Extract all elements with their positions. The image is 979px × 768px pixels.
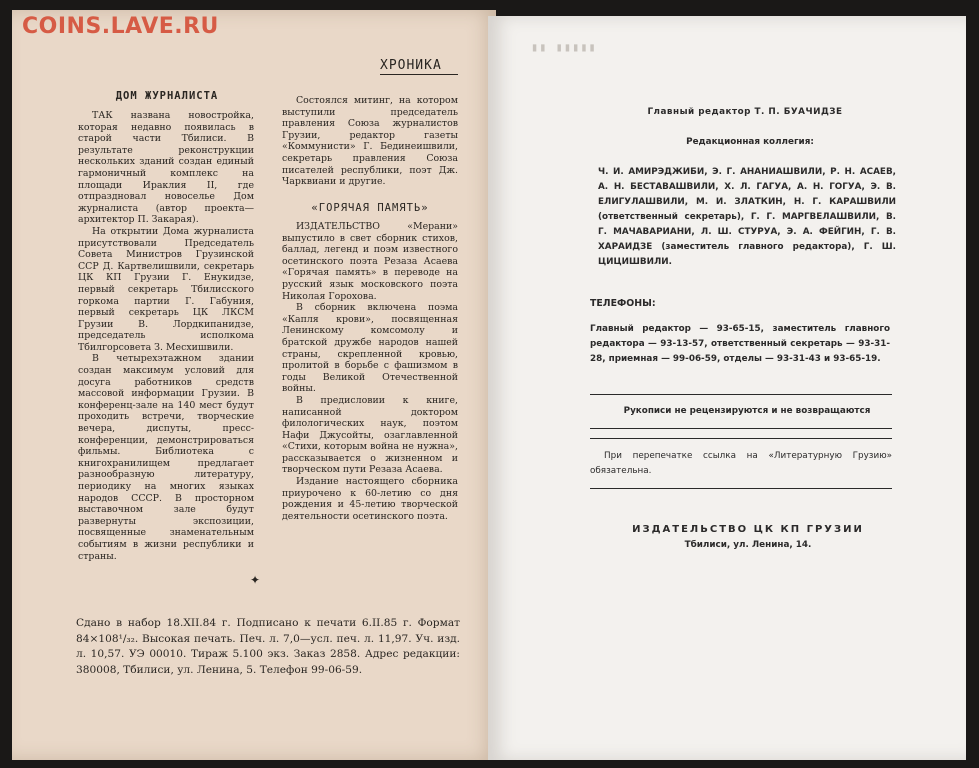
article-column-1 (78, 110, 254, 562)
reprint-note: При перепечатке ссылка на «Литературную Грузию» обязательна. (590, 451, 892, 476)
article-heading-goryach: «ГОРЯЧАЯ ПАМЯТЬ» (311, 202, 429, 214)
imprint: Сдано в набор 18.XII.84 г. Подписано к печати 6.II.85 г. Формат 84×108¹/₃₂. Высокая печать. Печ. л. 7,0—усл. печ. л. 11,97. Уч. изд. л. 10,57. УЭ 00010. Тираж 5.100 экз. Заказ 2858. Адрес редакции: 380008, Тбилиси, ул. Ленина, 5. Телефон 99-06-59. (76, 617, 460, 676)
divider (590, 428, 892, 429)
paragraph: ТАК названа новостройка, которая недавно появилась в старой части Тбилиси. В результате реконструкции нескольких зданий создан единый гармоничный комплекс на площади Ираклия II, где отпраздновал новоселье Дом журналиста (автор проекта— архитектор П. Закарая). (78, 110, 254, 226)
manuscripts-note: Рукописи не рецензируются и не возвращаются (623, 406, 871, 416)
section-label: ХРОНИКА (380, 58, 458, 75)
paragraph: На открытии Дома журналиста присутствовали Председатель Совета Министров Грузинской ССР Д. Картвелишвили, секретарь ЦК КП Грузии Г. Енукидзе, первый секретарь Тбилисского горкома партии Г. Габуния, первый секретарь ЦК ЛКСМ Грузии В. Лордкипанидзе, председатель исполкома Тбилгорсовета З. Месхишвили. (78, 225, 254, 353)
article-column-goryach (282, 221, 458, 522)
paragraph: В предисловии к книге, написанной доктором филологических наук, поэтом Нафи Джусойты, озаглавленной «Стихи, которым война не нужна», рассказывается о жизненном и творческом пути Резаза Асаева. (282, 394, 458, 476)
paragraph: ИЗДАТЕЛЬСТВО «Мерани» выпустило в свет сборник стихов, баллад, легенд и поэм известного осетинского поэта Резаза Асаева «Горячая память» в переводе на русский язык московского поэта Николая Горохова. (282, 221, 458, 302)
paragraph: Издание настоящего сборника приурочено к 60-летию со дня рождения и 45-летию творческой деятельности осетинского поэта. (282, 476, 458, 522)
paragraph: Состоялся митинг, на котором выступили председатель правления Союза журналистов Грузии, редактор газеты «Коммунисти» Г. Бединеишвили, секретарь правления Союза писателей республики, поэт Дж. Чарквиани и другие. (282, 95, 458, 188)
board-members: Ч. И. АМИРЭДЖИБИ, Э. Г. АНАНИАШВИЛИ, Р. Н. АСАЕВ, А. Н. БЕСТАВАШВИЛИ, Х. Л. ГАГУА, А. Н. ГОГУА, Э. В. ЕЛИГУЛАШВИЛИ, М. И. ЗЛАТКИН, Н. Г. КАРАШВИЛИ (ответственный секретарь), Г. Г. МАРГВЕЛАШВИЛИ, В. Г. МАЧАВАРИАНИ, Л. Ш. СТУРУА, Э. А. ФЕЙГИН, Г. В. ХАРАИДЗЕ (заместитель главного редактора), Г. Ш. ЦИЦИШВИЛИ. (598, 167, 896, 267)
board-label: Редакционная коллегия: (686, 137, 814, 147)
phones-heading: ТЕЛЕФОНЫ: (590, 298, 656, 309)
right-page (488, 16, 966, 760)
publisher-address: Тбилиси, ул. Ленина, 14. (684, 540, 812, 550)
editor-in-chief: Главный редактор Т. П. БУАЧИДЗЕ (647, 107, 843, 117)
paragraph: В сборник включена поэма «Капля крови», посвященная Ленинскому комсомолу и братской дружбе народов нашей страны, скрепленной кровью, пролитой в борьбе с фашизмом в годы Великой Отечественной войны. (282, 302, 458, 395)
ornament-icon: ✦ (250, 573, 261, 587)
divider (590, 488, 892, 489)
divider (590, 394, 892, 395)
phones-list: Главный редактор — 93-65-15, заместитель главного редактора — 93-13-57, ответственный секретарь — 93-31-28, приемная — 99-06-59, отделы — 93-31-43 и 93-65-19. (590, 324, 890, 364)
article-column-2 (282, 95, 458, 188)
divider (590, 438, 892, 439)
article-heading-dom: ДОМ ЖУРНАЛИСТА (115, 90, 219, 102)
paragraph: В четырехэтажном здании создан максимум условий для досуга работников средств массовой информации Грузии. В конференц-зале на 140 мест будут проходить встречи, творческие вечера, диспуты, пресс-конференции, демонстрироваться фильмы. Библиотека с книгохранилищем предлагает разнообразную литературу, периодику на многих языках народов СССР. В просторном выставочном зале будут развернуты экспозиции, посвященные знаменательным событиям в жизни республики и страны. (78, 353, 254, 562)
watermark: COINS.LAVE.RU (22, 14, 219, 39)
bleed-through-text: ▮▮▮▮▮ ▮▮ (530, 40, 596, 54)
publisher: ИЗДАТЕЛЬСТВО ЦК КП ГРУЗИИ (632, 524, 864, 535)
